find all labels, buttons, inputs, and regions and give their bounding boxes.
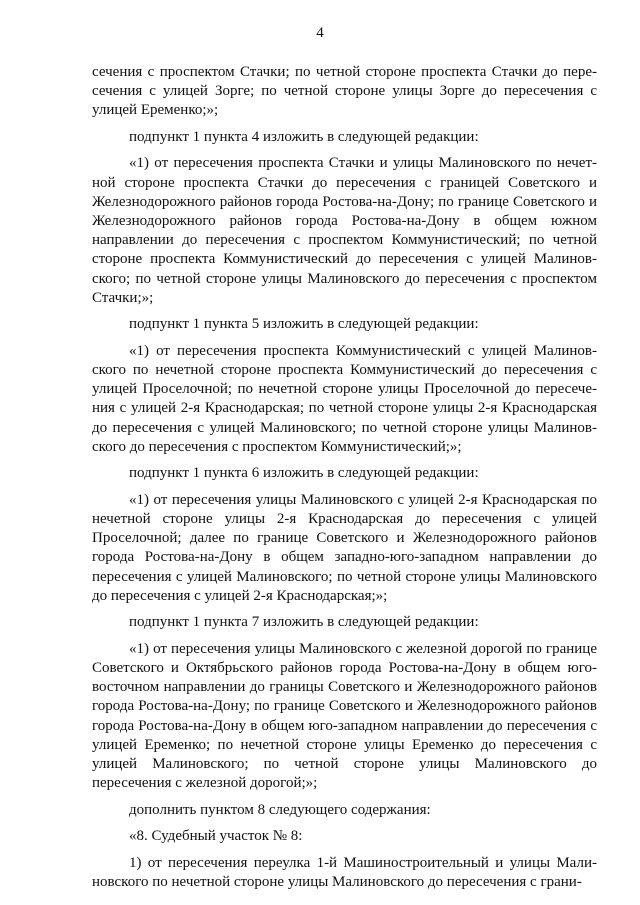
page-number: 4: [316, 25, 324, 41]
paragraph-clause-5-text: «1) от пересечения проспекта Коммунистический с улицей Малиновского по нечетной стороне проспекта Коммунистический до пересечения с улицей Проселочной; по нечетной стороне улицы Проселочной до пересечения с улицей 2-я Краснодарская; по четной стороне улицы 2-я Краснодарская до пересечения с улицей Малиновского; по четной стороне улицы Малиновского до пересечения с проспектом Коммунистический;»;: [92, 342, 597, 455]
paragraph-instruction-clause-7: подпункт 1 пункта 7 изложить в следующей редакции:: [129, 614, 479, 631]
paragraph-continuation: сечения с проспектом Стачки; по четной стороне проспекта Стачки до пересечения с улицей Зорге; по четной стороне улицы Зорге до пересечения с улицей Еременко;»;: [92, 64, 597, 119]
paragraph-clause-8-heading: «8. Судебный участок № 8:: [129, 828, 303, 845]
paragraph-clause-6-text: «1) от пересечения улицы Малиновского с улицей 2-я Краснодарская по нечетной стороне улицы 2-я Краснодарская до пересечения с улицей Проселочной; далее по границе Советского и Железнодорожного районов города Ростова-на-Дону в общем западно-юго-западном направлении до пересечения с улицей Малиновского; по четной стороне улицы Малиновского до пересечения с улицей 2-я Краснодарская;»;: [92, 491, 597, 604]
paragraph-instruction-clause-6: подпункт 1 пункта 6 изложить в следующей редакции:: [129, 465, 479, 482]
paragraph-clause-7-text: «1) от пересечения улицы Малиновского с железной дорогой по границе Советского и Октябрьского районов города Ростова-на-Дону в общем юго-восточном направлении до границы Советского и Железнодорожного районов города Ростова-на-Дону; по границе Советского и Железнодорожного районов города Ростова-на-Дону в общем юго-западном направлении до пересечения с улицей Еременко; по нечетной стороне улицы Еременко до пересечения с улицей Малиновского; по четной стороне улицы Малиновского до пересечения с железной дорогой;»;: [92, 640, 597, 792]
paragraph-instruction-clause-5: подпункт 1 пункта 5 изложить в следующей редакции:: [129, 316, 479, 333]
paragraph-clause-8-item-1: 1) от пересечения переулка 1-й Машиностроительный и улицы Малиновского по нечетной стороне улицы Малиновского до пересечения с грани-: [92, 854, 597, 890]
document-body: [92, 63, 597, 899]
paragraph-instruction-clause-8: дополнить пунктом 8 следующего содержания:: [129, 801, 431, 818]
paragraph-instruction-clause-4: подпункт 1 пункта 4 изложить в следующей редакции:: [129, 128, 479, 145]
paragraph-clause-4-text: «1) от пересечения проспекта Стачки и улицы Малиновского по нечетной стороне проспекта Стачки до пересечения с границей Советского и Железнодорожного районов города Ростова-на-Дону; по границе Советского и Железнодорожного районов города Ростова-на-Дону в общем южном направлении до пересечения с проспектом Коммунистический; по четной стороне проспекта Коммунистический до пересечения с улицей Малиновского; по четной стороне улицы Малиновского до пересечения с проспектом Стачки;»;: [92, 155, 597, 306]
